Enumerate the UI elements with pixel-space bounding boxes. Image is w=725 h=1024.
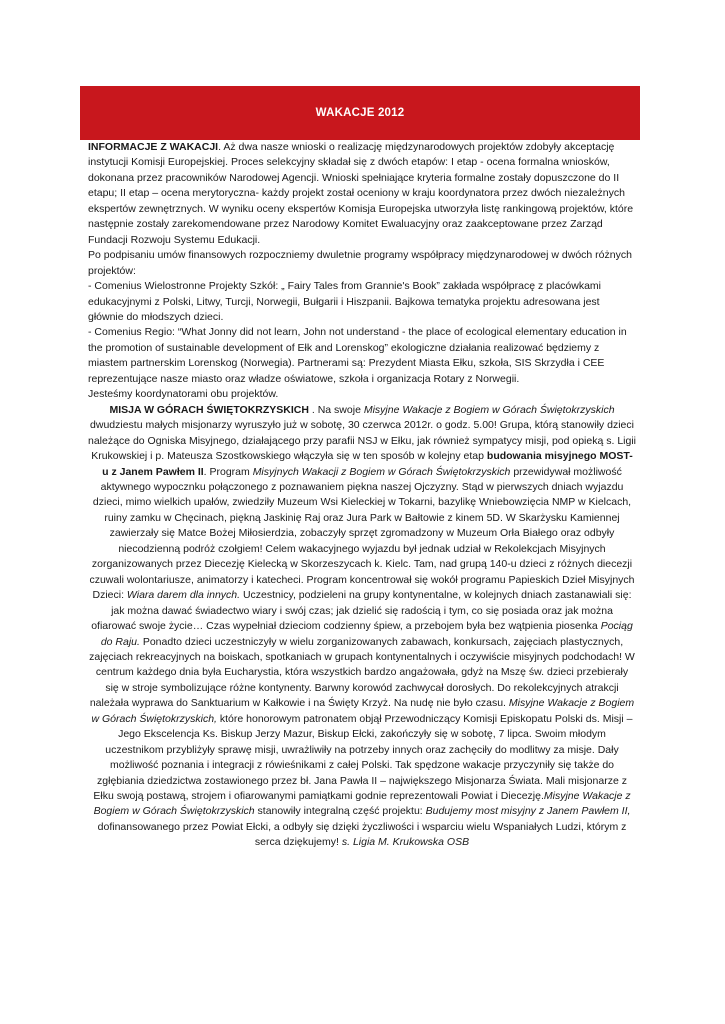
italic-title: Misyjne Wakacje z Bogiem w Górach Świętokrzyskich — [363, 403, 615, 416]
title-banner — [80, 86, 640, 140]
section-heading-informacje: INFORMACJE Z WAKACJI — [88, 141, 219, 153]
text-run: . Program — [203, 465, 253, 478]
paragraph-text: . Aż dwa nasze wnioski o realizację międzynarodowych projektów zdobyły akceptację instytucji Komisji Europejskiej. Proces selekcyjny składał się z dwóch etapów: I etap - ocena formalna wniosków, dokonana przez pracowników Narodowej Agencji. Wnioski spełniające kryteria formalne zostały dopuszczone do II etapu; II etap – ocena merytoryczna- każdy projekt został oceniony w kraju koordynatora przez dwóch niezależnych ekspertów zewnętrznych. W wyniku oceny ekspertów Komisja Europejska utworzyła listę rankingową projektów, które następnie zostały zarekomendowane przez Narodowy Komitet Ewaluacyjny oraz zaakceptowane przez Zarząd Fundacji Rozwoju Systemu Edukacji. — [88, 141, 634, 246]
section-heading-misja: MISJA W GÓRACH ŚWIĘTOKRZYSKICH — [109, 403, 309, 416]
text-run: Ponadto dzieci uczestniczyły w wielu zorganizowanych zabawach, konkursach, zajęciach plastycznych, zajęciach rekreacyjnych na boiskach, spotkaniach w grupach kontynentalnych i oczywiście misyjnych podchodach! W centrum każdego dnia była Eucharystia, która wszystkich bardzo angażowała, gdyż na Mszę św. dzieci przebierały się w stroje symbolizujące różne kontynenty. Barwny korowód zachwycał dorosłych. Do rekolekcyjnych atrakcji należała wyprawa do Sanktuarium w Kałkowie i na Święty Krzyż. Na nudę nie było czasu. — [89, 635, 635, 710]
italic-title: Wiara darem dla innych. — [126, 589, 241, 602]
italic-title: Pociąg do Raju. — [100, 620, 633, 648]
signature: s. Ligia M. Krukowska OSB — [341, 836, 470, 849]
article-body — [88, 140, 636, 851]
paragraph-text: Jesteśmy koordynatorami obu projektów. — [88, 388, 279, 401]
text-run: dofinansowanego przez Powiat Ełcki, a odbyły się dzięki życzliwości i wsparciu wielu Wspaniałych Ludzi, którym z serca dziękujemy! — [97, 820, 627, 849]
bold-phrase: budowania misyjnego MOST- u z Janem Pawłem II — [102, 450, 633, 478]
italic-title: Misyjnych Wakacji z Bogiem w Górach Świętokrzyskich — [252, 465, 511, 478]
paragraph-text: Po podpisaniu umów finansowych rozpoczniemy dwuletnie programy współpracy międzynarodowej w dwóch różnych projektów: — [88, 249, 632, 277]
paragraph-text: - Comenius Wielostronne Projekty Szkół: „ Fairy Tales from Grannie's Book” zakłada współpracę z placówkami edukacyjnymi z Polski, Litwy, Turcji, Norwegii, Bułgarii i Hiszpanii. Bajkowa tematyka projektu adresowana jest głównie do młodszych dzieci. — [88, 280, 602, 323]
text-run: . Na swoje — [308, 403, 364, 416]
page-title: WAKACJE 2012 — [315, 107, 405, 119]
text-run: przewidywał możliwość aktywnego wypocznku połączonego z poznawaniem piękna naszej Ojczyzny. Stąd w pierwszych dniach wyjazdu dzieci, mimo wielkich upałów, zwiedziły Muzeum Wsi Kieleckiej w Tokarni, bazylikę Wniebowzięcia NMP w Kielcach, ruiny zamku w Chęcinach, piękną Jaskinię Raj oraz Jura Park w Bałtowie z kinem 5D. W Skarżysku Kamiennej zawierzały się Matce Bożej Miłosierdzia, zobaczyły sprzęt zgromadzony w Muzeum Orła Białego oraz odbyły niecodzienną podróż czołgiem! Celem wakacyjnego wyjazdu był jednak udział w Rekolekcjach Misyjnych zorganizowanych przez Diecezję Kielecką w Skorzeszycach k. Kielc. Tam, nad grupą 140-u dzieci z różnych diecezji czuwali wolontariusze, animatorzy i katecheci. Program koncentrował się wokół programu Papieskich Dzieł Misyjnych Dzieci: — [89, 465, 635, 602]
paragraph-text: - Comenius Regio: “What Jonny did not learn, John not understand - the place of ecological elementary education in the promotion of sustainable development of Ełk and Lorenskog” ekologiczne działania realizować będziemy z miastem partnerskim Lorenskog (Norwegia). Partnerami są: Prezydent Miasta Ełku, szkoła, SIS Skrzydła i CEE reprezentujące nasze miasto oraz władze oświatowe, szkoła i organizacja Rotary z Norwegii. — [88, 326, 627, 385]
italic-title: Misyjne Wakacje z Bogiem w Górach Świętokrzyskich, — [91, 697, 635, 725]
text-run: dwudziestu małych misjonarzy wyruszyło już w sobotę, 30 czerwca 2012r. o godz. 5.00! Grupa, którą stanowiły dzieci należące do Ogniska Misyjnego, działającego przy parafii NSJ w Ełku, jak również sympatycy misji, pod opieką s. Ligii Krukowskiej i p. Mateusza Szostkowskiego włączyła się w ten sposób w kolejny etap — [88, 419, 636, 463]
text-run: Uczestnicy, podzieleni na grupy kontynentalne, w kolejnych dniach zastanawiali się: jak można dawać świadectwo wiary i swój czas; jak dzielić się radością i tym, co się posiada oraz jak można ofiarować swoje życie… Czas wypełniał dzieciom codzienny śpiew, a przebojem była bez wątpienia piosenka — [91, 589, 632, 633]
italic-title: Misyjne Wakacje z Bogiem w Górach Świętokrzyskich — [93, 790, 631, 818]
italic-title: Budujemy most misyjny z Janem Pawłem II, — [425, 805, 631, 818]
text-run: stanowiły integralną część projektu: — [254, 805, 426, 818]
section-informacje-intro — [88, 140, 636, 248]
text-run: które honorowym patronatem objął Przewodniczący Komisji Episkopatu Polski ds. Misji – Jego Ekscelencja Ks. Biskup Jerzy Mazur, Biskup Ełcki, zakończyły się w sobotę, 7 lipca. Swoim młodym uczestnikom przybliżyły sprawę misji, uwrażliwiły na potrzeby innych oraz zachęciły do modlitwy za misje. Dały możliwość poznania i integracji z rówieśnikami z całej Polski. Tak spędzone wakacje przyczyniły się także do zgłębiania dziedzictwa zostawionego przez bł. Jana Pawła II – największego Misjonarza Świata. Mali misjonarze z Ełku swoją postawą, strojem i ofiarowanymi pamiątkami godnie reprezentowali Powiat i Diecezję. — [93, 712, 633, 803]
section-misja-heading-line — [88, 403, 636, 851]
